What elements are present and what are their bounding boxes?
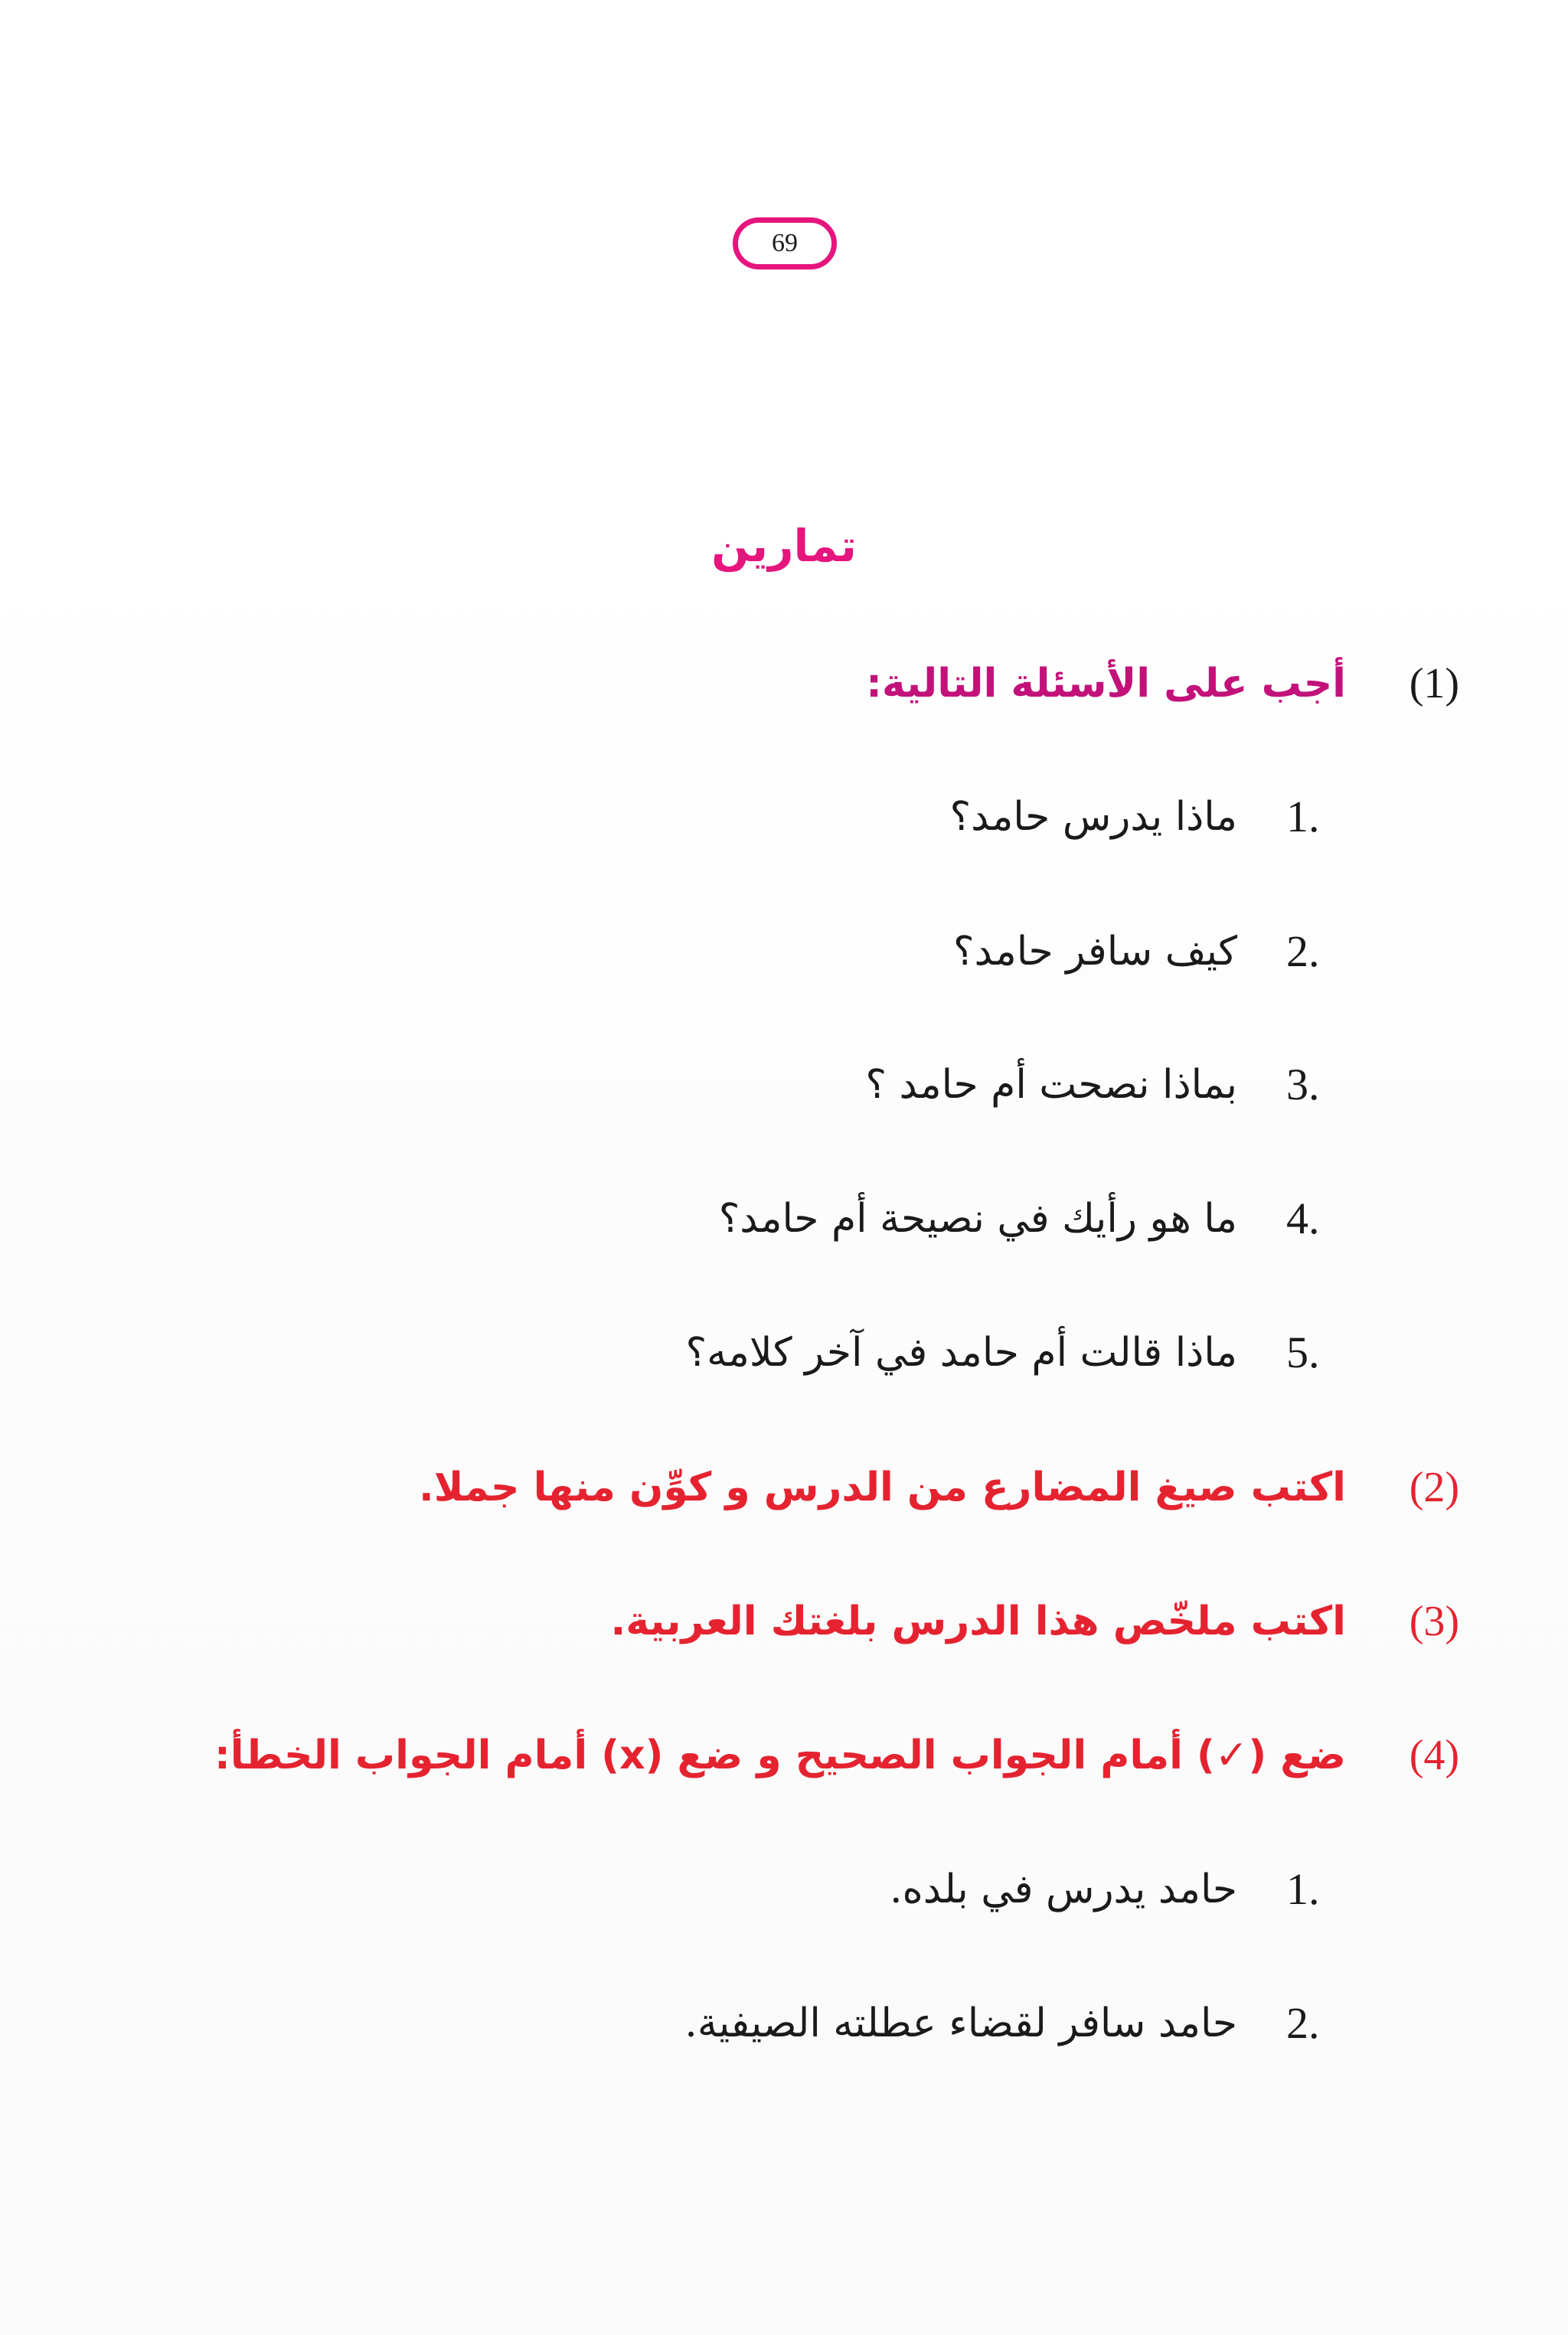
page-title: تمارين [711,520,857,572]
item-number: 1. [1286,792,1320,841]
list-item [0,1181,1568,1257]
section-heading: أجب على الأسئلة التالية: [866,661,1346,707]
section-number: (4) [1409,1732,1459,1779]
item-number: 3. [1286,1060,1320,1109]
item-number: 2. [1286,1998,1320,2048]
item-number: 1. [1286,1864,1320,1914]
section-number: (1) [1409,660,1459,707]
item-number: 4. [1286,1194,1320,1243]
page-number-badge [733,217,837,269]
list-item [0,913,1568,990]
list-item [0,1314,1568,1391]
item-number: 2. [1286,926,1320,976]
section-4-heading-row [0,1717,1568,1794]
page-number: 69 [772,229,798,257]
list-item [0,1851,1568,1928]
section-number: (2) [1409,1464,1459,1511]
item-text: كيف سافر حامد؟ [952,929,1237,975]
item-text: ما هو رأيك في نصيحة أم حامد؟ [718,1196,1237,1242]
list-item [0,779,1568,855]
section-heading: اكتب صيغ المضارع من الدرس و كوِّن منها جملا. [418,1465,1346,1510]
list-item [0,1985,1568,2062]
item-text: حامد سافر لقضاء عطلته الصيفية. [684,2000,1237,2046]
item-text: ماذا يدرس حامد؟ [949,794,1237,840]
list-item [0,1047,1568,1123]
item-text: حامد يدرس في بلده. [889,1866,1237,1912]
item-number: 5. [1286,1328,1320,1377]
section-3-heading-row [0,1583,1568,1660]
section-2-heading-row [0,1449,1568,1526]
item-text: ماذا قالت أم حامد في آخر كلامه؟ [685,1330,1237,1376]
section-heading: ضع (✓) أمام الجواب الصحيح و ضع (x) أمام الجواب الخطأ: [214,1732,1346,1778]
item-text: بماذا نصحت أم حامد ؟ [865,1062,1237,1108]
section-heading: اكتب ملخّص هذا الدرس بلغتك العربية. [610,1599,1346,1644]
section-1-heading-row [0,645,1568,722]
section-number: (3) [1409,1598,1459,1645]
